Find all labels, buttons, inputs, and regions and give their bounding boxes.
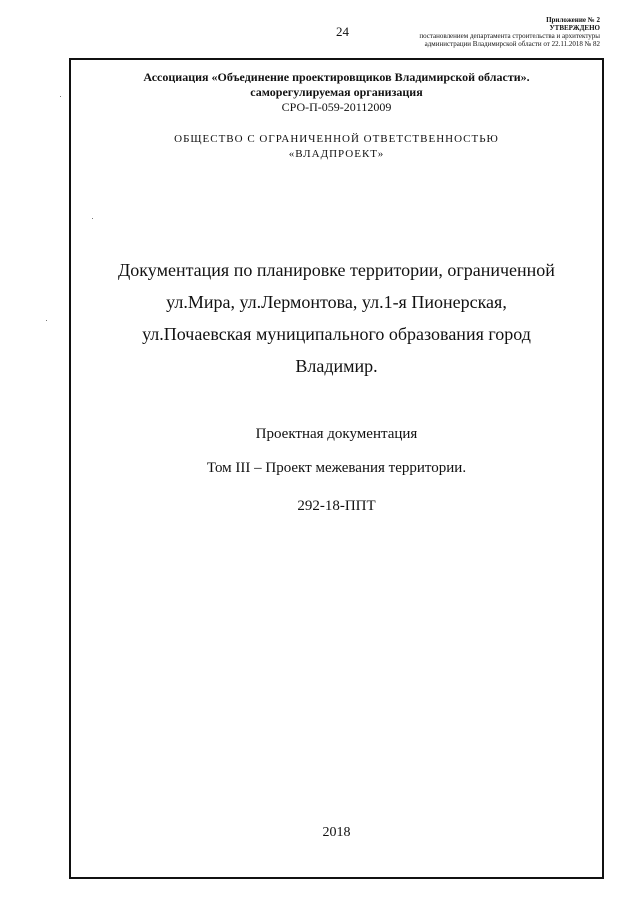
company-type: ОБЩЕСТВО С ОГРАНИЧЕННОЙ ОТВЕТСТВЕННОСТЬЮ	[174, 133, 499, 145]
association-name: Ассоциация «Объединение проектировщиков Владимирской области».	[143, 70, 530, 84]
scan-speck	[46, 320, 47, 321]
scan-speck	[60, 96, 61, 97]
document-title	[69, 254, 604, 382]
approval-stamp	[419, 16, 600, 48]
company-block	[69, 132, 604, 162]
title-line: Документация по планировке территории, ограниченной	[118, 260, 555, 280]
page-number: 24	[336, 24, 349, 39]
document-year: 2018	[322, 825, 351, 840]
document-code: 292-18-ППТ	[297, 498, 376, 514]
document-volume: Том III – Проект межевания территории.	[206, 460, 467, 476]
document-type: Проектная документация	[255, 426, 418, 442]
approval-administration: администрации Владимирской области от 22.11.2018 № 82	[424, 40, 600, 48]
association-block	[69, 70, 604, 115]
approval-appendix: Приложение № 2	[546, 16, 600, 24]
company-name: «ВЛАДПРОЕКТ»	[288, 148, 385, 160]
sro-number: СРО-П-059-20112009	[281, 100, 392, 114]
approval-decree: постановлением департамента строительства и архитектуры	[419, 32, 600, 40]
approval-approved: УТВЕРЖДЕНО	[549, 24, 600, 32]
title-line: ул.Почаевская муниципального образования город	[142, 324, 531, 344]
title-line: Владимир.	[295, 356, 378, 376]
title-line: ул.Мира, ул.Лермонтова, ул.1-я Пионерская,	[166, 292, 507, 312]
association-type: саморегулируемая организация	[250, 85, 423, 99]
scan-speck	[92, 218, 93, 219]
